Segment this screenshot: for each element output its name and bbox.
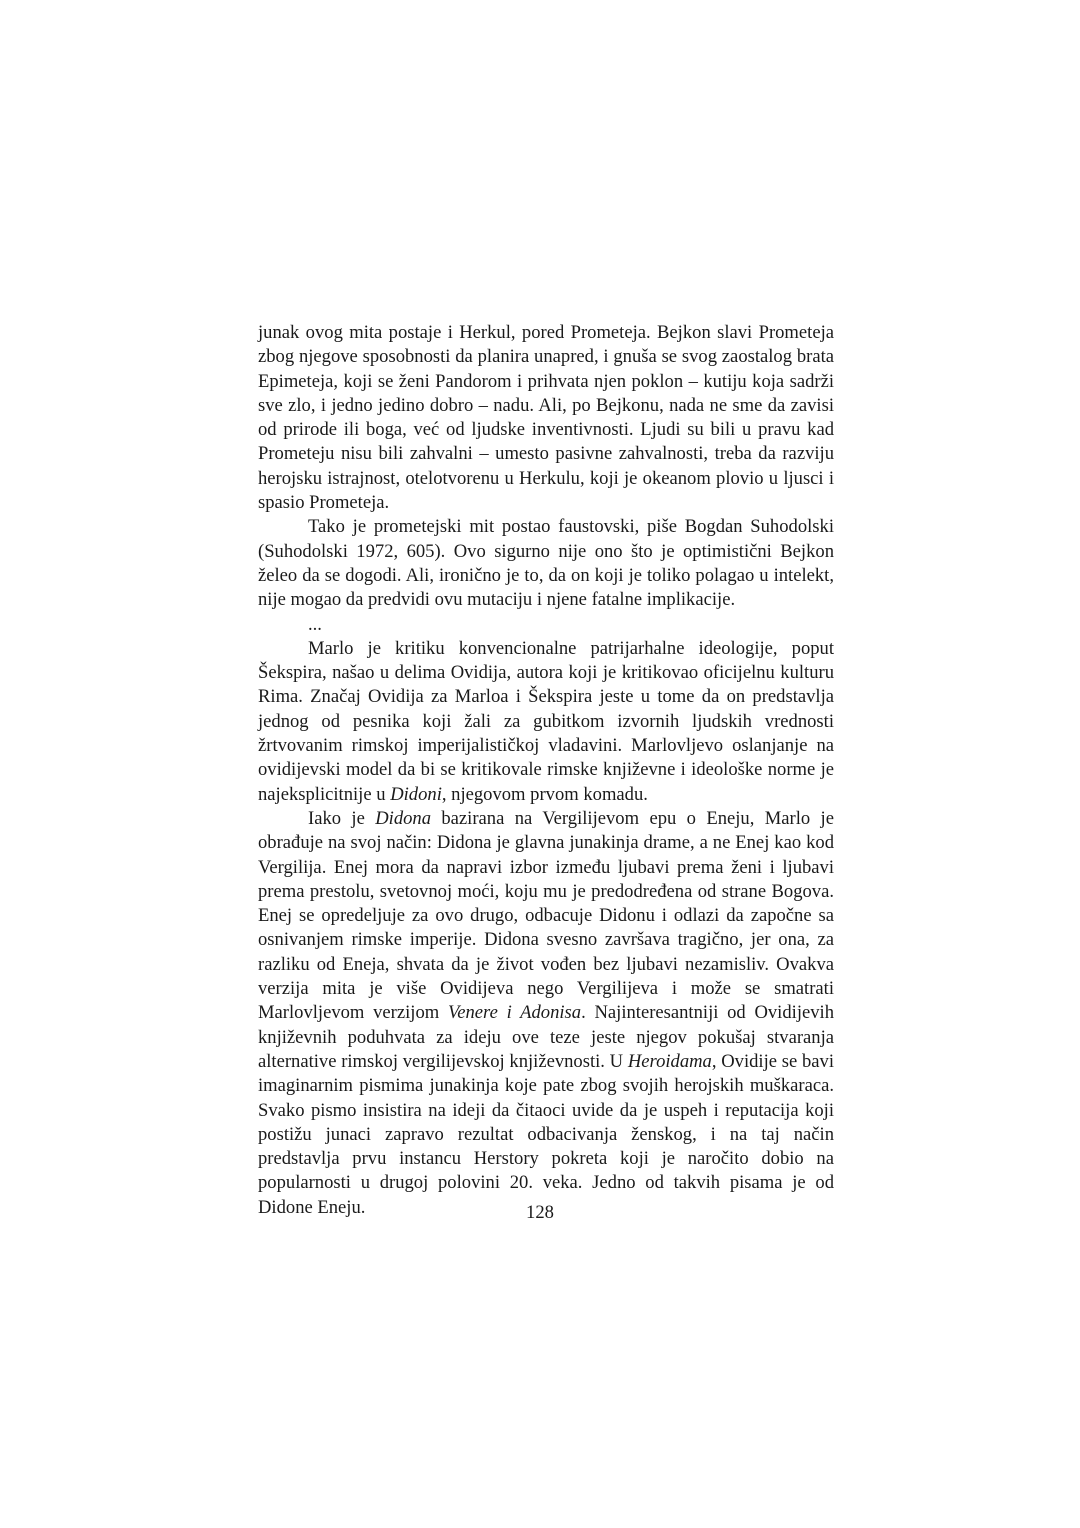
text-run: , njegovom prvom komadu. — [441, 783, 648, 805]
text-run: . Najinteresantniji od Ovidijevih književnih poduhvata za ideju ove teze jeste njegov pokušaj stvaranja alternative rimskoj vergilijevskoj književnosti. U — [258, 1002, 834, 1072]
body-text — [258, 321, 834, 1220]
text-run: junak ovog mita postaje i Herkul, pored Prometeja. Bejkon slavi Prometeja zbog njegove sposobnosti da planira unapred, i gnuša se svog zaostalog brata Epimeteja, koji se ženi Pandorom i prihvata njen poklon – kutiju koja sadrži sve zlo, i jedno jedino dobro – nadu. Ali, po Bejkonu, nada ne sme da zavisi od prirode ili boga, već od ljudske inventivnosti. Ljudi su bili u pravu kad Prometeju nisu bili zahvalni – umesto pasivne zahvalnosti, treba da razviju herojsku istrajnost, otelotvorenu u Herkulu, koji je okeanom plovio u ljusci i spasio Prometeja. — [258, 322, 834, 514]
italic-title: Didona — [375, 807, 431, 829]
paragraph-3 — [258, 637, 834, 807]
italic-title: Heroidama — [627, 1050, 712, 1072]
italic-title: Didoni — [390, 783, 442, 805]
text-run: Iako je — [308, 807, 376, 829]
page-number: 128 — [526, 1202, 554, 1223]
italic-title: Venere i Adonisa — [447, 1002, 582, 1024]
paragraph-1 — [258, 321, 834, 515]
text-run: , Ovidije se bavi imaginarnim pismima junakinja koje pate zbog svojih herojskih muškaraca. Svako pismo insistira na ideji da čitaoci uvide da je uspeh i reputacija koji postižu junaci zapravo rezultat odbacivanja ženskog, i na taj način predstavlja prvu instancu Herstory pokreta koji je naročito dobio na popularnosti u drugoj polovini 20. veka. Jedno od takvih pisama je od Didone Eneju. — [258, 1050, 834, 1218]
text-run: Tako je prometejski mit postao faustovski, piše Bogdan Suhodolski (Suhodolski 1972, 605). Ovo sigurno nije ono što je optimistični Bejkon želeo da se dogodi. Ali, ironično je to, da on koji je toliko polagao u intelekt, nije mogao da predvidi ovu mutaciju i njene fatalne implikacije. — [258, 516, 834, 611]
paragraph-4 — [258, 807, 834, 1220]
paragraph-2 — [258, 515, 834, 612]
section-break-ellipsis: ... — [308, 613, 322, 635]
text-run: Marlo je kritiku konvencionalne patrijarhalne ideologije, poput Šekspira, našao u delima Ovidija, autora koji je kritikovao oficijelnu kulturu Rima. Značaj Ovidija za Marloa i Šekspira jeste u tome da on predstavlja jednog od pesnika koji žali za gubitkom izvornih ljudskih vrednosti žrtvovanim rimskoj imperijalističkoj vladavini. Marlovljevo oslanjanje na ovidijevski model da bi se kritikovale rimske književne i ideološke norme je najeksplicitnije u — [258, 637, 834, 805]
text-run: bazirana na Vergilijevom epu o Eneju, Marlo je obrađuje na svoj način: Didona je glavna junakinja drame, a ne Enej kao kod Vergilija. Enej mora da napravi izbor između ljubavi prema ženi i ljubavi prema prestolu, svetovnoj moći, koju mu je predodređena od strane Bogova. Enej se opredeljuje za ovo drugo, odbacuje Didonu i odlazi da započne sa osnivanjem rimske imperije. Didona svesno završava tragično, jer ona, za razliku od Eneja, shvata da je život vođen bez ljubavi nezamisliv. Ovakva verzija mita je više Ovidijeva nego Vergilijeva i može se smatrati Marlovljevom verzijom — [258, 807, 834, 1024]
